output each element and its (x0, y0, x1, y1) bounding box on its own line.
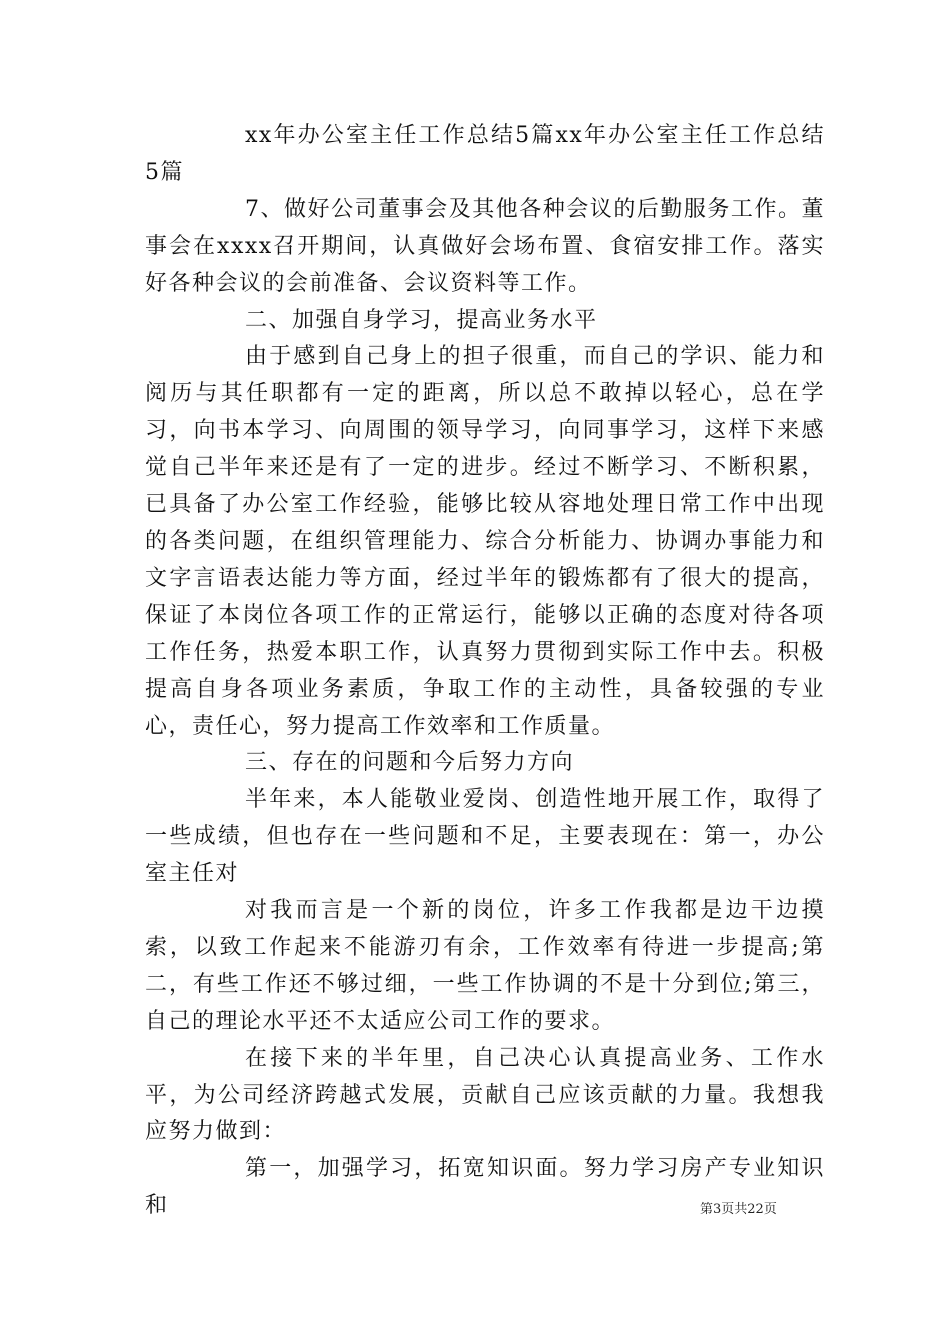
paragraph-next-half-year: 在接下来的半年里，自己决心认真提高业务、工作水平，为公司经济跨越式发展，贡献自己应该贡献的力量。我想我应努力做到： (145, 1045, 825, 1145)
paragraph-first-point: 第一，加强学习，拓宽知识面。努力学习房产专业知识和 (145, 1156, 825, 1219)
paragraph-problems: 半年来，本人能敬业爱岗、创造性地开展工作，取得了一些成绩，但也存在一些问题和不足，主要表现在：第一，办公室主任对 (145, 787, 825, 887)
page-number: 第3页共22页 (700, 1202, 777, 1217)
paragraph-new-position: 对我而言是一个新的岗位，许多工作我都是边干边摸索，以致工作起来不能游刃有余，工作效率有待进一步提高;第二，有些工作还不够过细，一些工作协调的不是十分到位;第三，自己的理论水平还不太适应公司工作的要求。 (145, 898, 825, 1034)
section-heading-3: 三、存在的问题和今后努力方向 (245, 750, 575, 776)
section-heading-2: 二、加强自身学习，提高业务水平 (245, 307, 598, 333)
paragraph-self-study: 由于感到自己身上的担子很重，而自己的学识、能力和阅历与其任职都有一定的距离，所以总不敢掉以轻心，总在学习，向书本学习、向周围的领导学习，向同事学习，这样下来感觉自己半年来还是有了一定的进步。经过不断学习、不断积累，已具备了办公室工作经验，能够比较从容地处理日常工作中出现的各类问题，在组织管理能力、综合分析能力、协调办事能力和文字言语表达能力等方面，经过半年的锻炼都有了很大的提高，保证了本岗位各项工作的正常运行，能够以正确的态度对待各项工作任务，热爱本职工作，认真努力贯彻到实际工作中去。积极提高自身各项业务素质，争取工作的主动性，具备较强的专业心，责任心，努力提高工作效率和工作质量。 (145, 344, 825, 739)
document-body (145, 118, 825, 1225)
paragraph-item-7: 7、做好公司董事会及其他各种会议的后勤服务工作。董事会在xxxx召开期间，认真做好会场布置、食宿安排工作。落实好各种会议的会前准备、会议资料等工作。 (145, 196, 825, 296)
paragraph-title: xx年办公室主任工作总结5篇xx年办公室主任工作总结5篇 (145, 123, 825, 185)
